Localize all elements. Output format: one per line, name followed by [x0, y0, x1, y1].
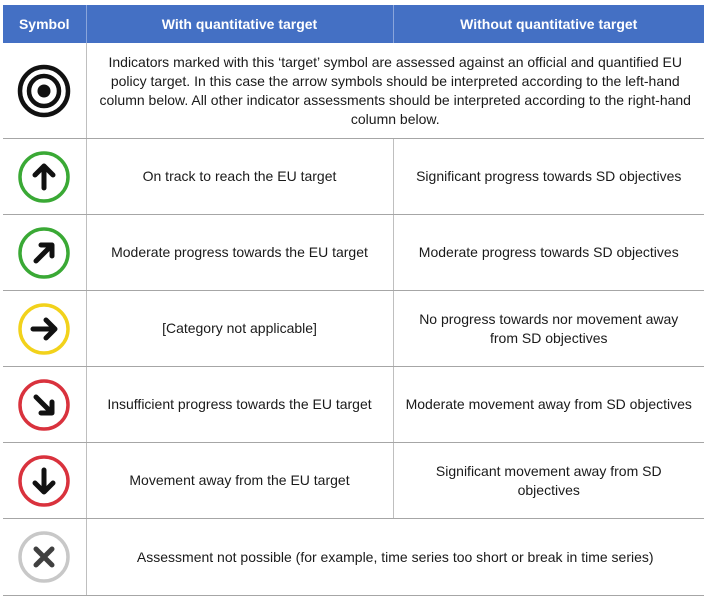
- legend-row: [3, 215, 704, 291]
- indicator-legend-table: [3, 5, 704, 596]
- arrow-right-icon: [17, 302, 71, 356]
- without-target-cell: Moderate progress towards SD objectives: [393, 215, 704, 291]
- arrow-up-icon: [17, 150, 71, 204]
- symbol-cell: [3, 291, 86, 367]
- without-target-cell: Moderate movement away from SD objectives: [393, 367, 704, 443]
- symbol-cell: [3, 519, 86, 596]
- symbol-header: Symbol: [3, 5, 86, 43]
- legend-row: [3, 291, 704, 367]
- not-possible-row: [3, 519, 704, 596]
- without-target-cell: Significant progress towards SD objectives: [393, 139, 704, 215]
- arrow-down-right-icon: [17, 378, 71, 432]
- cross-icon: [17, 530, 71, 584]
- without-target-cell: No progress towards nor movement away from SD objectives: [393, 291, 704, 367]
- with-target-cell: Moderate progress towards the EU target: [86, 215, 393, 291]
- symbol-cell: [3, 215, 86, 291]
- with-target-cell: [Category not applicable]: [86, 291, 393, 367]
- not-possible-description: Assessment not possible (for example, time series too short or break in time series): [86, 519, 704, 596]
- symbol-cell: [3, 367, 86, 443]
- target-row: [3, 43, 704, 139]
- without-target-cell: Significant movement away from SD objectives: [393, 443, 704, 519]
- target-description: Indicators marked with this ‘target’ symbol are assessed against an official and quantified EU policy target. In this case the arrow symbols should be interpreted according to the left-hand column below. All other indicator assessments should be interpreted according to the right-hand column below.: [86, 43, 704, 139]
- symbol-cell: [3, 139, 86, 215]
- legend-row: [3, 139, 704, 215]
- legend-row: [3, 443, 704, 519]
- symbol-cell: [3, 443, 86, 519]
- header-row: [3, 5, 704, 43]
- legend-row: [3, 367, 704, 443]
- target-symbol-cell: [3, 43, 86, 139]
- arrow-down-icon: [17, 454, 71, 508]
- without-target-header: Without quantitative target: [393, 5, 704, 43]
- with-target-cell: Insufficient progress towards the EU target: [86, 367, 393, 443]
- with-target-header: With quantitative target: [86, 5, 393, 43]
- target-icon: [17, 64, 71, 118]
- with-target-cell: On track to reach the EU target: [86, 139, 393, 215]
- with-target-cell: Movement away from the EU target: [86, 443, 393, 519]
- arrow-up-right-icon: [17, 226, 71, 280]
